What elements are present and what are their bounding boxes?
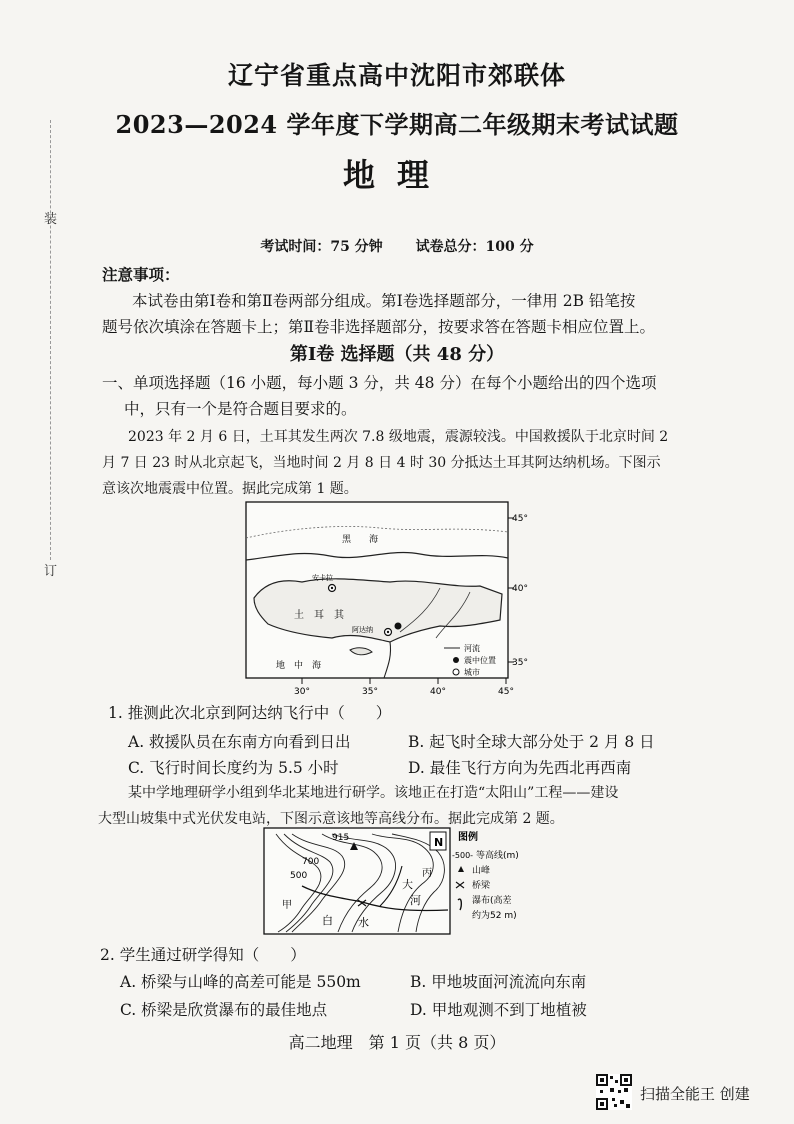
margin-mark-ding: 订 — [44, 564, 58, 579]
epicenter-legend-icon — [453, 657, 459, 663]
lon-40-label: 40° — [430, 687, 446, 697]
legend-city: 城市 — [464, 668, 480, 677]
exam-time: 考试时间：75 分钟 — [260, 239, 383, 255]
scanner-watermark: 扫描全能王 创建 — [640, 1085, 750, 1103]
lat-35-label: 35° — [512, 658, 528, 668]
legend-contour: 等高线(m) — [476, 851, 519, 861]
exam-meta — [0, 236, 794, 256]
peak-legend-icon — [458, 866, 464, 872]
label-bai: 白 — [322, 914, 333, 927]
section-instr-2: 中，只有一个是符合题目要求的。 — [124, 400, 357, 418]
bridge-legend-icon — [456, 882, 464, 888]
q1-stem: 1. 推测此次北京到阿达纳飞行中（ ） — [108, 704, 392, 722]
legend-contour-val: -500- — [452, 851, 474, 860]
passage1-line-2: 月 7 日 23 时从北京起飞，当地时间 2 月 8 日 4 时 30 分抵达土耳其阿达纳机场。下图示 — [102, 455, 661, 471]
legend-epicenter: 震中位置 — [464, 656, 496, 665]
contour-500: 500 — [290, 871, 308, 881]
lon-35-label: 35° — [362, 687, 378, 697]
page-footer: 高二地理 第 1 页（共 8 页） — [288, 1033, 506, 1052]
qr-code-icon — [596, 1074, 632, 1110]
epicenter-marker — [395, 623, 402, 630]
legend-bridge: 桥梁 — [472, 881, 491, 891]
passage2-line-1: 某中学地理研学小组到华北某地进行研学。该地正在打造“太阳山”工程——建设 — [128, 785, 619, 801]
q1-option-d[interactable]: D. 最佳飞行方向为先西北再西南 — [408, 759, 632, 777]
legend-title: 图例 — [458, 832, 478, 843]
contour-map — [262, 826, 558, 938]
passage1-line-3: 意该次地震震中位置。据此完成第 1 题。 — [102, 481, 358, 497]
notice-line-2: 题号依次填涂在答题卡上；第Ⅱ卷非选择题部分，按要求答在答题卡相应位置上。 — [102, 318, 656, 336]
adana-label: 阿达纳 — [352, 626, 373, 634]
city-legend-icon — [453, 669, 459, 675]
section-title: 第Ⅰ卷 选择题（共 48 分） — [289, 344, 505, 365]
passage2-line-2: 大型山坡集中式光伏发电站，下图示意该地等高线分布。据此完成第 2 题。 — [98, 811, 564, 827]
q2-stem: 2. 学生通过研学得知（ ） — [100, 946, 306, 964]
notice-line-1: 本试卷由第Ⅰ卷和第Ⅱ卷两部分组成。第Ⅰ卷选择题部分，一律用 2B 铅笔按 — [132, 292, 636, 310]
med-sea-label: 地 中 海 — [276, 661, 322, 671]
exam-title: 2023—2024 学年度下学期高二年级期末考试试题 — [115, 110, 679, 139]
turkey-earthquake-map — [240, 498, 530, 698]
school-title: 辽宁省重点高中沈阳市郊联体 — [227, 61, 566, 90]
label-jia: 甲 — [282, 900, 292, 911]
q2-option-a[interactable]: A. 桥梁与山峰的高差可能是 550m — [120, 973, 361, 991]
section-instr-1: 一、单项选择题（16 小题，每小题 3 分，共 48 分）在每个小题给出的四个选项 — [102, 374, 657, 392]
legend-waterfall-1: 瀑布(高差 — [472, 896, 512, 906]
label-he: 河 — [410, 894, 421, 907]
label-shui: 水 — [358, 916, 369, 929]
contour-915: 915 — [332, 833, 350, 843]
q2-option-d[interactable]: D. 甲地观测不到丁地植被 — [410, 1001, 587, 1019]
turkey-label: 土 耳 其 — [294, 610, 344, 621]
q2-option-c[interactable]: C. 桥梁是欣赏瀑布的最佳地点 — [120, 1001, 328, 1019]
margin-mark-zhuang: 装 — [44, 212, 58, 227]
lon-30-label: 30° — [294, 687, 310, 697]
q1-option-c[interactable]: C. 飞行时间长度约为 5.5 小时 — [128, 759, 339, 777]
legend-peak: 山峰 — [472, 866, 491, 876]
notice-title: 注意事项： — [102, 265, 180, 284]
q1-option-b[interactable]: B. 起飞时全球大部分处于 2 月 8 日 — [408, 733, 655, 751]
label-da: 大 — [402, 878, 413, 891]
q2-option-b[interactable]: B. 甲地坡面河流流向东南 — [410, 973, 587, 991]
exam-score: 试卷总分：100 分 — [415, 239, 534, 255]
legend-waterfall-2: 约为52 m) — [472, 911, 517, 921]
contour-700: 700 — [302, 857, 320, 867]
lat-45-label: 45° — [512, 514, 528, 524]
subject-title: 地理 — [342, 156, 451, 194]
label-bing: 丙 — [422, 868, 432, 879]
passage1-line-1: 2023 年 2 月 6 日，土耳其发生两次 7.8 级地震，震源较浅。中国救援队于北京时间 2 — [128, 429, 669, 445]
black-sea-label: 黑 海 — [342, 535, 379, 545]
ankara-label: 安卡拉 — [312, 574, 333, 582]
waterfall-legend-icon — [458, 899, 461, 910]
north-arrow-label: N — [434, 836, 444, 849]
lon-45-label: 45° — [498, 687, 514, 697]
q1-option-a[interactable]: A. 救援队员在东南方向看到日出 — [128, 733, 351, 751]
legend-river: 河流 — [464, 644, 480, 653]
lat-40-label: 40° — [512, 584, 528, 594]
